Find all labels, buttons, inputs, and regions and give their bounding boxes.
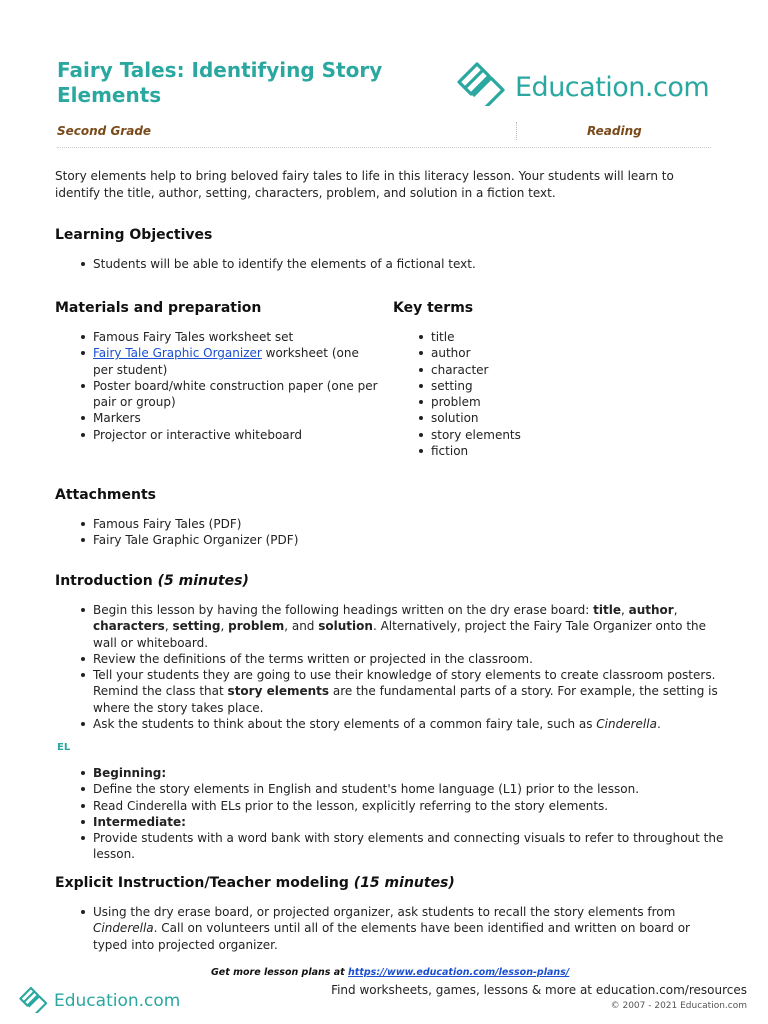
key-terms-list [393,329,693,459]
key-terms-heading: Key terms [393,300,474,316]
attachments-list [55,516,715,549]
list-item: story elements [393,427,693,443]
list-item: Provide students with a word bank with story elements and connecting visuals to refer to throughout the lesson. [55,830,725,863]
logo-icon [18,983,52,1013]
heading-text: Explicit Instruction/Teacher modeling [55,875,349,891]
el-tag: EL [57,742,71,753]
footer-copyright: © 2007 - 2021 Education.com [610,1001,747,1011]
attachment-item[interactable]: Famous Fairy Tales (PDF) [55,516,715,532]
introduction-list [55,602,725,732]
attachments-heading: Attachments [55,487,157,503]
list-item: Intermediate: [55,814,725,830]
explicit-instruction-heading [55,875,455,891]
list-item: Poster board/white construction paper (one per pair or group) [55,378,380,411]
list-item: character [393,362,693,378]
list-item: Review the definitions of the terms written or projected in the classroom. [55,651,725,667]
education-logo[interactable] [455,56,709,106]
list-item: Ask the students to think about the story elements of a common fairy tale, such as Cinderella. [55,716,725,732]
list-item: Beginning: [55,765,725,781]
attachment-item[interactable]: Fairy Tale Graphic Organizer (PDF) [55,532,715,548]
heading-time: (15 minutes) [353,875,455,891]
grade-label: Second Grade [57,124,152,138]
list-item: problem [393,394,693,410]
page-title: Fairy Tales: Identifying Story Elements [57,58,383,107]
header-rule [57,147,711,148]
list-item: Tell your students they are going to use their knowledge of story elements to create classroom posters. Remind the class that story elements are the fundamental parts of a story. For example, the setting is where the story takes place. [55,667,725,716]
list-item: Define the story elements in English and student's home language (L1) prior to the lesson. [55,781,725,797]
list-item: Famous Fairy Tales worksheet set [55,329,380,345]
footer-logo[interactable] [18,983,180,1013]
learning-objectives-list [55,256,715,272]
heading-text: Introduction [55,573,153,589]
materials-heading: Materials and preparation [55,300,262,316]
graphic-organizer-link[interactable]: Fairy Tale Graphic Organizer [93,346,262,361]
list-item [55,345,380,378]
list-item: Read Cinderella with ELs prior to the lesson, explicitly referring to the story elements. [55,798,725,814]
list-item: Using the dry erase board, or projected organizer, ask students to recall the story elements from Cinderella. Call on volunteers until all of the elements have been identified and written on board or typed into projected organizer. [55,904,725,953]
list-item: Markers [55,410,380,426]
lesson-plans-link[interactable]: https://www.education.com/lesson-plans/ [348,967,570,978]
list-item-text: worksheet (one per student) [93,346,359,377]
list-item: Students will be able to identify the elements of a fictional text. [55,256,715,272]
el-list [55,765,725,863]
subject-label: Reading [587,124,642,138]
introduction-heading [55,573,249,589]
list-item: Projector or interactive whiteboard [55,427,380,443]
meta-divider [516,122,517,140]
heading-time: (5 minutes) [157,573,249,589]
list-item: setting [393,378,693,394]
list-item: fiction [393,443,693,459]
logo-text: Education.com [515,71,710,103]
learning-objectives-heading: Learning Objectives [55,227,213,243]
logo-icon [455,56,513,106]
list-item: Begin this lesson by having the following headings written on the dry erase board: title, author, characters, setting, problem, and solution. Alternatively, project the Fairy Tale Organizer onto the wall or whiteboard. [55,602,725,651]
footer-logo-text: Education.com [54,991,181,1011]
lesson-intro: Story elements help to bring beloved fairy tales to life in this literacy lesson. Your students will learn to identify the title, author, setting, characters, problem, and solution in a fiction text. [55,169,674,200]
materials-list [55,329,380,443]
explicit-instruction-list [55,904,725,953]
list-item: author [393,345,693,361]
list-item: title [393,329,693,345]
footer-more-lessons: Get more lesson plans at https://www.education.com/lesson-plans/ [211,967,570,978]
list-item: solution [393,410,693,426]
footer-resources: Find worksheets, games, lessons & more at education.com/resources [331,983,747,997]
